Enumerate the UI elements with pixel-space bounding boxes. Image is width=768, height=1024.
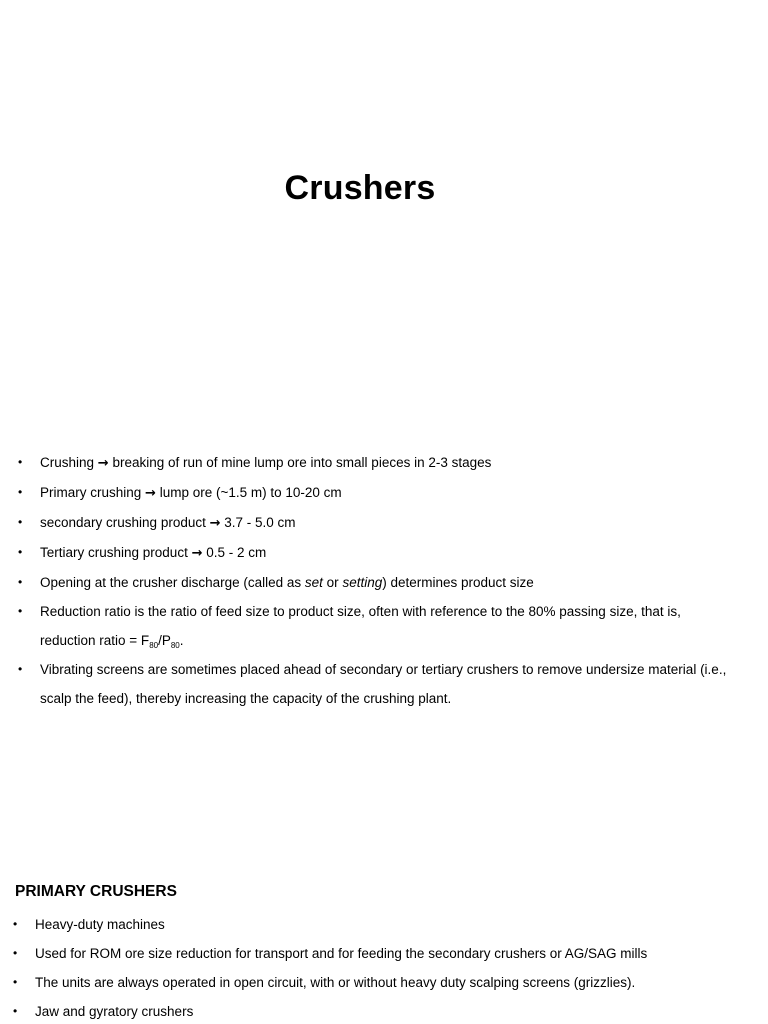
list-item-crushing: • Crushing → breaking of run of mine lump ore into small pieces in 2-3 stages — [0, 448, 740, 478]
bullet-icon: • — [18, 485, 23, 499]
list-item: • Jaw and gyratory crushers — [0, 997, 740, 1024]
primary-crushers-list — [0, 910, 740, 1024]
bullet-icon: • — [13, 946, 18, 960]
list-item-primary-crushing: • Primary crushing → lump ore (~1.5 m) to 10-20 cm — [0, 478, 740, 508]
list-item-vibrating-screens: • Vibrating screens are sometimes placed ahead of secondary or tertiary crushers to remove undersize material (i.e., scalp the feed), thereby increasing the capacity of the crushing plant. — [0, 655, 740, 713]
arrow-icon: → — [191, 546, 203, 561]
bullet-icon: • — [18, 545, 23, 559]
list-item: • The units are always operated in open circuit, with or without heavy duty scalping screens (grizzlies). — [0, 968, 740, 997]
bullet-icon: • — [18, 662, 23, 676]
arrow-icon: → — [145, 486, 156, 501]
bullet-icon: • — [18, 515, 23, 529]
bullet-icon: • — [13, 975, 18, 989]
arrow-icon: → — [97, 456, 109, 471]
primary-crushers-heading: PRIMARY CRUSHERS — [15, 883, 177, 900]
list-item-reduction-ratio: • Reduction ratio is the ratio of feed size to product size, often with reference to the 80% passing size, that is, reduction ratio = $F_{80}/P_{80}$. — [0, 597, 740, 655]
bullet-icon: • — [18, 575, 23, 589]
bullet-icon: • — [18, 455, 23, 469]
list-item-tertiary-crushing: • Tertiary crushing product → 0.5 - 2 cm — [0, 538, 740, 568]
bullet-icon: • — [13, 917, 18, 931]
list-item-secondary-crushing: • secondary crushing product → 3.7 - 5.0 cm — [0, 508, 740, 538]
bullet-icon: • — [13, 1004, 18, 1018]
crushing-overview-list — [0, 448, 740, 713]
bullet-icon: • — [18, 604, 23, 618]
arrow-icon: → — [209, 516, 221, 531]
list-item-discharge-opening: • Opening at the crusher discharge (called as set or setting) determines product size — [0, 568, 740, 597]
page-title: Crushers — [284, 169, 436, 207]
list-item: • Heavy-duty machines — [0, 910, 740, 939]
list-item: • Used for ROM ore size reduction for transport and for feeding the secondary crushers or AG/SAG mills — [0, 939, 740, 968]
